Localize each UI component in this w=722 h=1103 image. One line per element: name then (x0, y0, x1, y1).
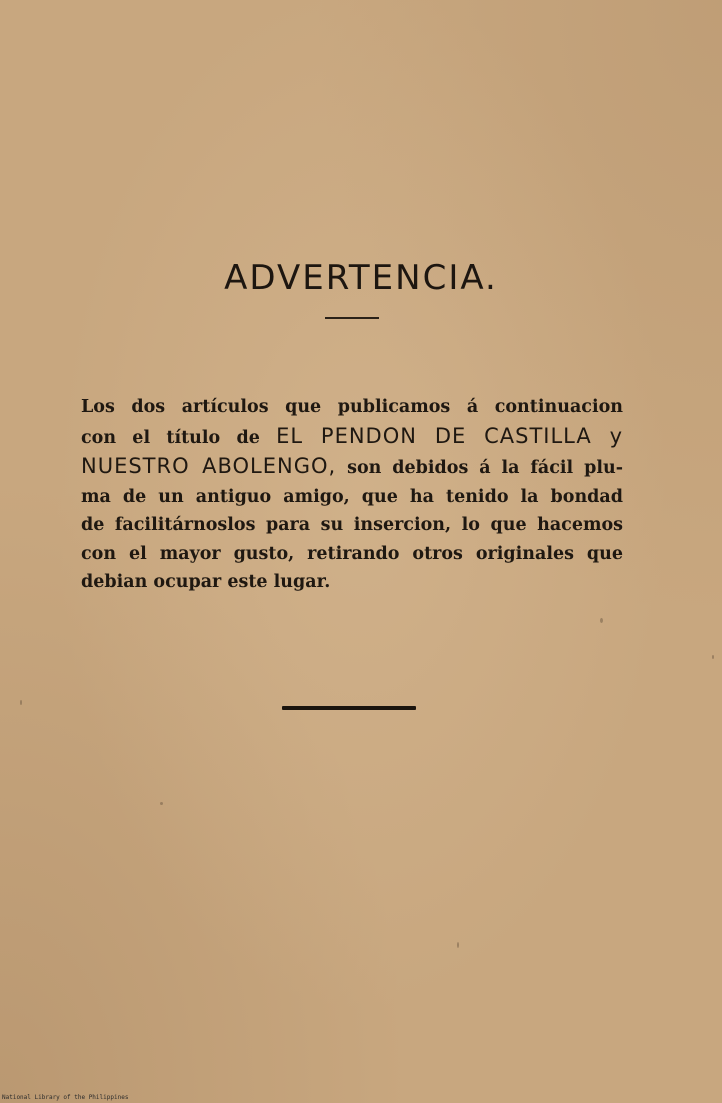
paper-speck (20, 700, 22, 705)
title-reference-text: EL PENDON DE CASTILLA y (276, 423, 623, 448)
library-credit: National Library of the Philippines (2, 1094, 129, 1101)
paragraph-text: ma de un antiguo amigo, que ha tenido la bondad (81, 486, 623, 507)
paragraph-line (81, 452, 623, 483)
advertencia-paragraph (81, 393, 623, 597)
paragraph-text: Los dos artículos que publicamos á continuacion (81, 397, 623, 417)
closing-divider (282, 706, 416, 710)
title-reference-text: NUESTRO ABOLENGO, (81, 454, 337, 478)
paragraph-line (81, 568, 623, 597)
paper-speck (457, 942, 459, 948)
paragraph-text: con el mayor gusto, retirando otros originales que (81, 543, 623, 564)
paper-speck (160, 802, 163, 805)
paragraph-line (81, 540, 623, 569)
page-title: ADVERTENCIA. (224, 258, 498, 298)
paragraph-text: debian ocupar este lugar. (81, 572, 331, 592)
paragraph-text: de facilitárnoslos para su insercion, lo que hacemos (81, 515, 623, 535)
paragraph-text: son debidos á la fácil plu- (336, 458, 623, 478)
paragraph-line (81, 511, 623, 540)
paper-speck (712, 655, 714, 659)
title-divider (325, 317, 379, 319)
paragraph-line (81, 393, 623, 422)
paragraph-line (81, 422, 623, 453)
paper-speck (600, 618, 603, 623)
paragraph-text: con el título de (81, 427, 277, 448)
paragraph-line (81, 483, 623, 512)
